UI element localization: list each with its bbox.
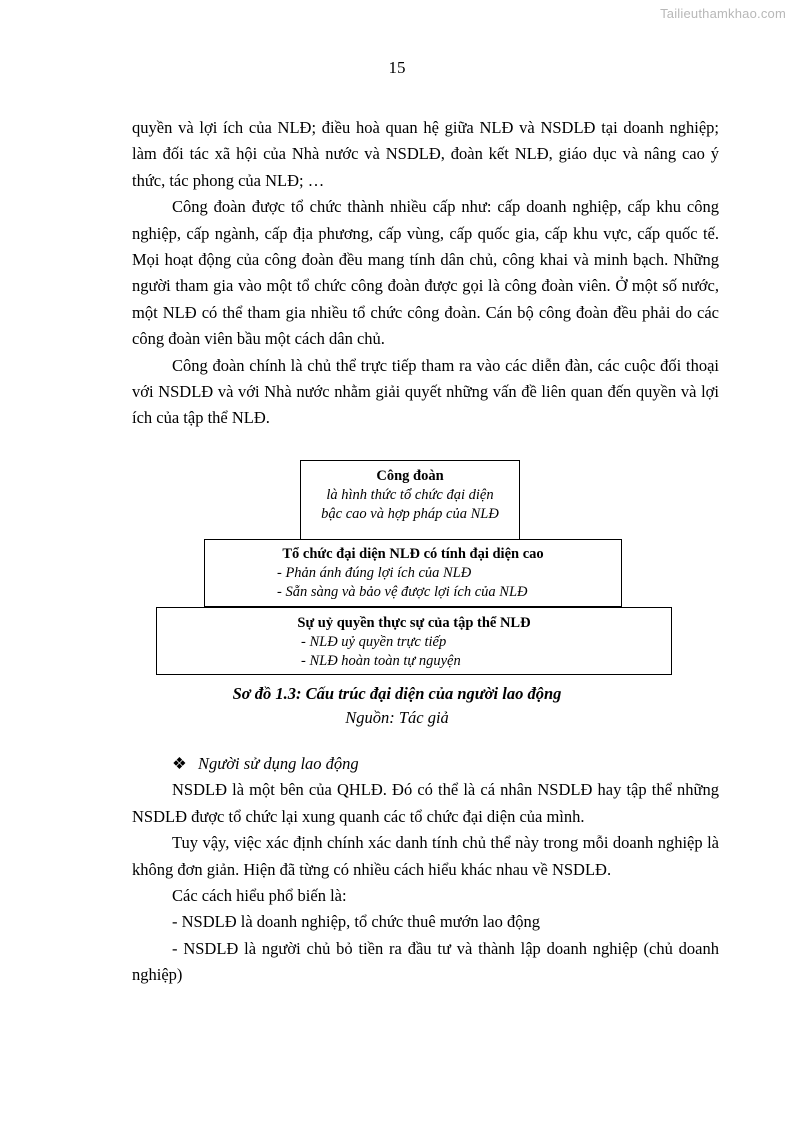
watermark: Tailieuthamkhao.com — [660, 6, 786, 21]
caption-title: Sơ đồ 1.3: Cấu trúc đại diện của người lao động — [232, 684, 562, 703]
caption-source: Nguồn: Tác giả — [345, 708, 449, 727]
diagram-box-bottom — [156, 607, 672, 675]
diagram-box-top — [300, 460, 520, 540]
box-top-line: bậc cao và hợp pháp của NLĐ — [321, 505, 499, 522]
paragraph: Tuy vậy, việc xác định chính xác danh tính chủ thể này trong mỗi doanh nghiệp là không đơn giản. Hiện đã từng có nhiều cách hiểu khác nhau về NSDLĐ. — [132, 833, 719, 879]
list-item: - NSDLĐ là doanh nghiệp, tổ chức thuê mướn lao động — [172, 912, 541, 932]
list-item: - Phản ánh đúng lợi ích của NLĐ — [277, 565, 472, 581]
box-top-title: Công đoàn — [376, 468, 444, 484]
section-heading-text: Người sử dụng lao động — [198, 754, 359, 773]
list-item: - NLĐ hoàn toàn tự nguyện — [301, 652, 461, 669]
list-item: - NSDLĐ là người chủ bỏ tiền ra đầu tư và thành lập doanh nghiệp (chủ doanh nghiệp) — [132, 938, 719, 985]
page-number: 15 — [388, 58, 406, 77]
box-bottom-list — [157, 633, 671, 670]
box-middle-title: Tổ chức đại diện NLĐ có tính đại diện cao — [282, 546, 544, 562]
paragraph: quyền và lợi ích của NLĐ; điều hoà quan hệ giữa NLĐ và NSDLĐ tại doanh nghiệp; làm đối tác xã hội của Nhà nước và NSDLĐ, đoàn kết NLĐ, giáo dục và nâng cao ý thức, tác phong của NLĐ; … — [132, 118, 719, 190]
list-item: - Sẵn sàng và bảo vệ được lợi ích của NLĐ — [277, 583, 528, 600]
list-item: - NLĐ uỷ quyền trực tiếp — [301, 634, 447, 650]
paragraph: Công đoàn chính là chủ thể trực tiếp tham ra vào các diễn đàn, các cuộc đối thoại với NSDLĐ và với Nhà nước nhằm giải quyết những vấn đề liên quan đến quyền và lợi ích của tập thể NLĐ. — [132, 355, 719, 428]
diagram-caption — [0, 682, 794, 730]
box-bottom-title: Sự uỷ quyền thực sự của tập thể NLĐ — [297, 615, 531, 631]
body-text-top — [132, 115, 719, 432]
diagram-box-middle — [204, 539, 622, 607]
section-heading — [132, 751, 719, 777]
box-top-line: là hình thức tổ chức đại diện — [326, 487, 494, 503]
box-middle-list — [205, 564, 621, 601]
body-text-bottom — [132, 751, 719, 989]
paragraph: Các cách hiểu phổ biến là: — [172, 886, 347, 906]
diamond-bullet-icon: ❖ — [172, 754, 187, 773]
paragraph: Công đoàn được tổ chức thành nhiều cấp như: cấp doanh nghiệp, cấp khu công nghiệp, cấp ngành, cấp địa phương, cấp vùng, cấp quốc gia, cấp khu vực, cấp quốc tế. Mọi hoạt động của công đoàn đều mang tính dân chủ, công khai và minh bạch. Những người tham gia vào một tổ chức công đoàn được gọi là công đoàn viên. Ở một số nước, một NLĐ có thể tham gia nhiều tổ chức công đoàn. Cán bộ công đoàn đều phải do các công đoàn viên bầu một cách dân chủ. — [132, 197, 719, 349]
paragraph: NSDLĐ là một bên của QHLĐ. Đó có thể là cá nhân NSDLĐ hay tập thể những NSDLĐ được tổ chức lại xung quanh các tổ chức đại diện của mình. — [132, 780, 719, 826]
